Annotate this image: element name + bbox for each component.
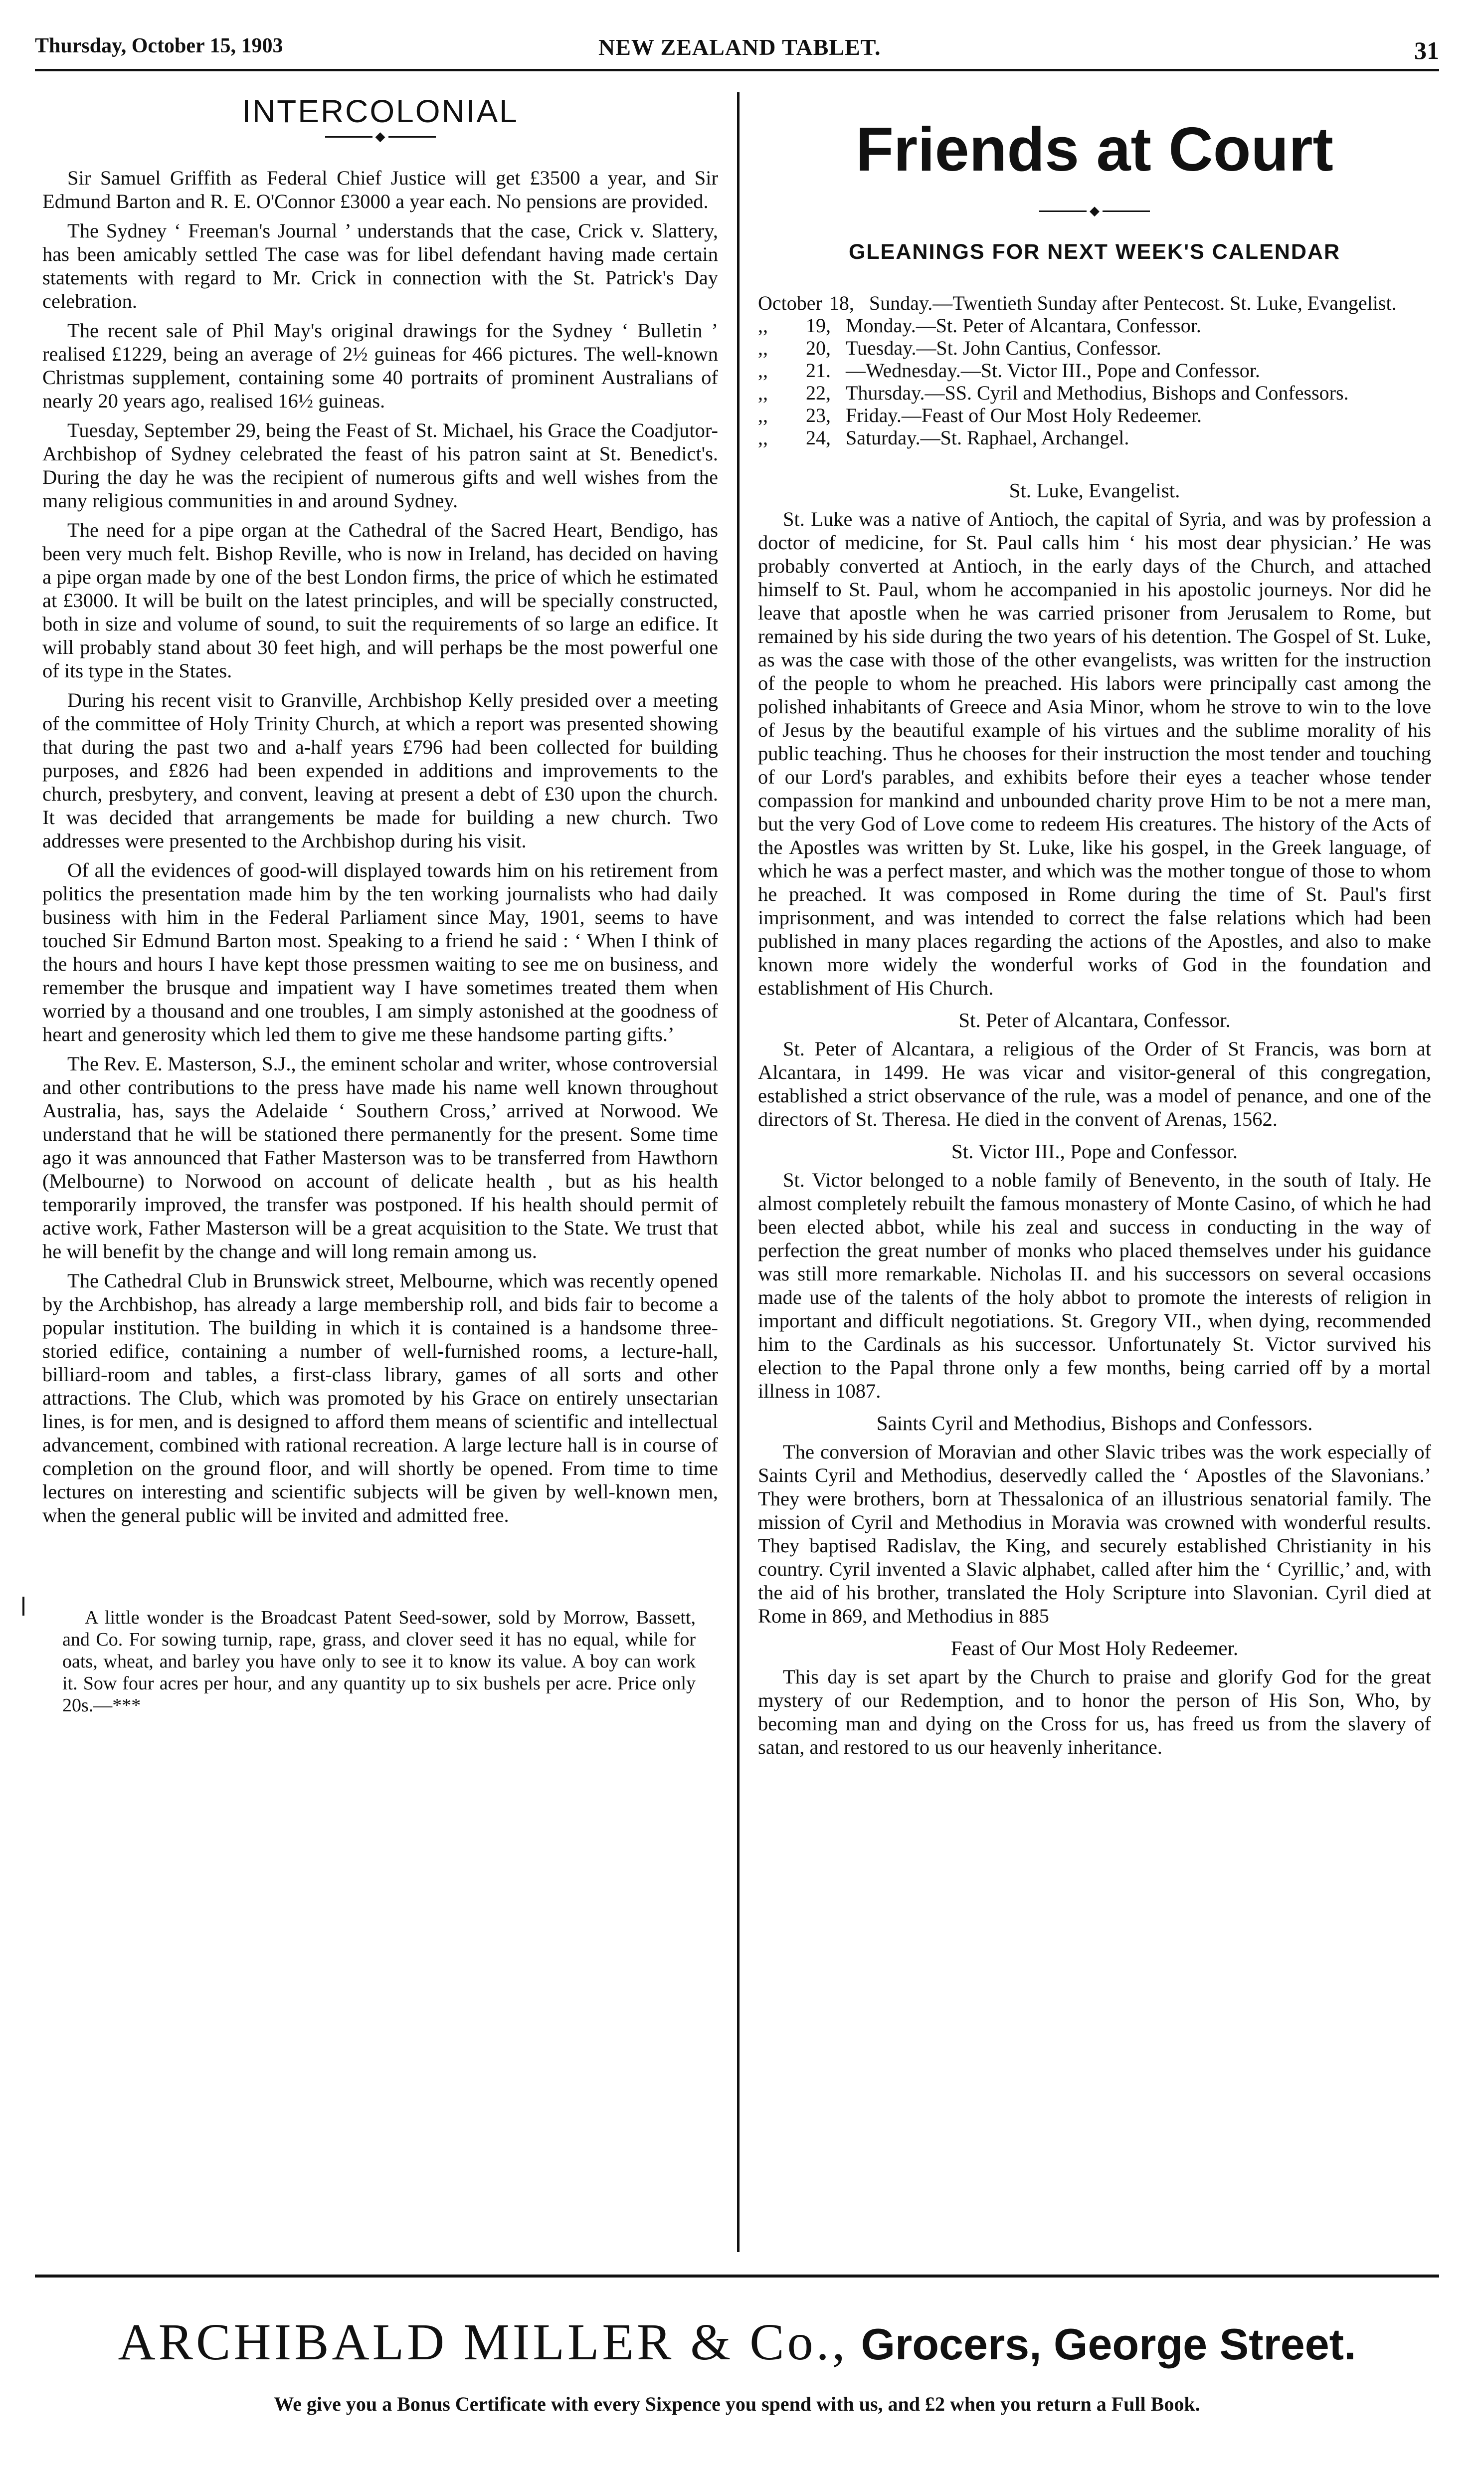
calendar-date: 22,: [806, 382, 831, 405]
column-divider: [737, 92, 740, 2252]
news-paragraph: During his recent visit to Granville, Archbishop Kelly presided over a meeting of the committee of Holy Trinity Church, at which a report was presented showing that during the past two and a-half years £796 had been collected for building purposes, and £826 had been expended in additions and improvements to the church, presbytery, and convent, leaving at present a debt of £30 upon the church. It was decided that arrangements be made for building a new church. Two addresses were presented to the Archbishop during his visit.: [42, 689, 718, 852]
advertiser-name: ARCHIBALD MILLER & Co.,: [118, 2313, 848, 2371]
calendar-date: 23,: [806, 404, 831, 427]
advertisement-headline: [35, 2312, 1439, 2374]
calendar-row: [758, 337, 1431, 359]
title-ornament: [758, 203, 1431, 218]
diamond-ornament-icon: ◆: [1090, 204, 1100, 218]
margin-mark: [22, 1597, 24, 1616]
news-paragraph: The Sydney ‘ Freeman's Journal ’ understands that the case, Crick v. Slattery, has been amicably settled The case was for libel defendant having made certain statements with regard to Mr. Crick in connection with the St. Patrick's Day celebration.: [42, 219, 718, 313]
calendar-row: [758, 292, 1431, 314]
news-paragraph: The Cathedral Club in Brunswick street, Melbourne, which was recently opened by the Archbishop, has already a large membership roll, and bids fair to become a popular institution. The building in which it is contained is a handsome three-storied edifice, containing a number of well-furnished rooms, a lecture-hall, billiard-room and tables, a first-class library, games of all sorts and other attractions. The Club, which was promoted by his Grace on entirely unsectarian lines, is for men, and is designed to afford them means of scientific and intellectual advancement, combined with rational recreation. A large lecture hall is in course of completion on the ground floor, and will shortly be opened. From time to time lectures on interesting and scientific subjects will be given by well-known men, when the general public will be invited and admitted free.: [42, 1269, 718, 1527]
entry-title: St. Victor III., Pope and Confessor.: [951, 1140, 1238, 1163]
calendar-row: [758, 382, 1431, 404]
calendar-date: 21.: [806, 359, 831, 382]
calendar-date: 24,: [806, 426, 831, 449]
calendar-list: [758, 292, 1431, 449]
entry-body: St. Victor belonged to a noble family of Benevento, in the south of Italy. He almost completely rebuilt the famous monastery of Monte Casino, of which he had been elected abbot, while his zeal and success in conducting in the way of perfection the great number of monks who placed themselves under his guidance was still more remarkable. Nicholas II. and his successors on several occasions made use of the talents of the holy abbot to promote the interests of religion in important and difficult negotiations. St. Gregory VII., when dying, recommended him to the Cardinals as his successor. Unfortunately St. Victor survived his election to the Papal throne only a few months, being carried off by a mortal illness in 1087.: [758, 1169, 1431, 1403]
entry-body: St. Luke was a native of Antioch, the capital of Syria, and was by profession a doctor of medicine, for St. Paul calls him ‘ his most dear physician.’ He was probably converted at Antioch, in the early days of the Church, and attached himself to St. Paul, whom he accompanied in his apostolic journeys. Nor did he leave that apostle when he was carried prisoner from Jerusalem to Rome, but remained by his side during the two years of his detention. The Gospel of St. Luke, as was the case with those of the other evangelists, was written for the instruction of the people to whom he preached. His labors were principally cast among the polished inhabitants of Greece and Asia Minor, whom he strove to win to the love of Jesus by the beautiful example of his virtues and the sublime morality of his public teaching. Thus he chooses for their instruction the most tender and touching of our Lord's parables, and exhibits before their eyes a teacher whose tender compassion for mankind and unbounded charity prove Him to be not a mere man, but the very God of Love come to redeem His creatures. The history of the Acts of the Apostles was written by St. Luke, like his gospel, in the Greek language, of which he was a perfect master, and which was the mother tongue of those to whom he preached. It was composed in Rome during the time of St. Paul's first imprisonment, and was intended to correct the false relations which had been published in many places regarding the actions of the Apostles, and also to make known more widely the wonderful works of God in the foundation and establishment of His Church.: [758, 508, 1431, 1000]
page-number: 31: [1414, 36, 1439, 64]
column-title: Friends at Court: [856, 115, 1333, 184]
calendar-text: Tuesday.—St. John Cantius, Confessor.: [846, 337, 1161, 360]
section-title: INTERCOLONIAL: [242, 93, 519, 129]
entry-body: The conversion of Moravian and other Slavic tribes was the work especially of Saints Cyril and Methodius, deservedly called the ‘ Apostles of the Slavonians.’ They were brothers, born at Thessalonica of an illustrious senatorial family. The mission of Cyril and Methodius in Moravia was crowned with wonderful results. They baptised Radislav, the King, and securely established Christianity in his country. Cyril invented a Slavic alphabet, called after him the ‘ Cyrillic,’ and, with the aid of his brother, translated the Holy Scripture into Slavonian. Cyril died at Rome in 869, and Methodius in 885: [758, 1441, 1431, 1628]
calendar-row: [758, 426, 1431, 449]
news-paragraph: Of all the evidences of good-will displayed towards him on his retirement from politics the presentation made him by the ten working journalists who had daily business with him in the Federal Parliament since May, 1901, seems to have touched Sir Edmund Barton most. Speaking to a friend he said : ‘ When I think of the hours and hours I have kept those pressmen waiting to see me on business, and remember the brusque and impatient way I have sometimes treated them when worried by a thousand and one troubles, I am simply astonished at the goodness of heart and generosity which led them to give me these handsome parting gifts.’: [42, 859, 718, 1046]
ditto-mark: ,,: [758, 382, 768, 405]
seed-sower-notice: [62, 1607, 696, 1716]
ditto-mark: ,,: [758, 404, 768, 427]
calendar-text: Saturday.—St. Raphael, Archangel.: [846, 426, 1129, 449]
news-paragraph: The need for a pipe organ at the Cathedral of the Sacred Heart, Bendigo, has been very much felt. Bishop Reville, who is now in Ireland, has decided on having a pipe organ made by one of the best London firms, the price of which he estimated at £3000. It will be built on the latest principles, and will be specially constructed, both in size and volume of sound, to suit the requirements of so large an edifice. It will probably stand about 30 feet high, and will perhaps be the most powerful one of its type in the States.: [42, 519, 718, 682]
calendar-text: Friday.—Feast of Our Most Holy Redeemer.: [846, 404, 1202, 427]
ditto-mark: ,,: [758, 359, 768, 382]
calendar-text: Monday.—St. Peter of Alcantara, Confessor.: [846, 314, 1201, 337]
entry-body: This day is set apart by the Church to praise and glorify God for the great mystery of our Redemption, and to honor the person of His Son, Who, by becoming man and dying on the Cross for us, has freed us from the slavery of satan, and restored to us our heavenly inheritance.: [758, 1665, 1431, 1759]
entry-title: Saints Cyril and Methodius, Bishops and Confessors.: [876, 1412, 1313, 1435]
advertisement-note: We give you a Bonus Certificate with every Sixpence you spend with us, and £2 when you return a Full Book.: [274, 2393, 1200, 2415]
notice-text: A little wonder is the Broadcast Patent Seed-sower, sold by Morrow, Bassett, and Co. For sowing turnip, rape, grass, and clover seed it has no equal, while for oats, wheat, and barley you have only to see it to know its value. A boy can work it. Sow four acres per hour, and any quantity up to six bushels per acre. Price only 20s.—***: [62, 1607, 696, 1716]
ditto-mark: ,,: [758, 337, 768, 360]
calendar-row: [758, 404, 1431, 426]
entry-title: St. Luke, Evangelist.: [1009, 479, 1180, 502]
entry-title: St. Peter of Alcantara, Confessor.: [958, 1009, 1231, 1032]
calendar-subheading: GLEANINGS FOR NEXT WEEK'S CALENDAR: [848, 240, 1341, 264]
calendar-row: [758, 314, 1431, 337]
calendar-text: Sunday.—Twentieth Sunday after Pentecost. St. Luke, Evangelist.: [869, 292, 1397, 315]
publication-title: NEW ZEALAND TABLET.: [598, 34, 881, 60]
diamond-ornament-icon: ◆: [375, 129, 385, 144]
ditto-mark: ,,: [758, 426, 768, 449]
advertiser-tagline: Grocers, George Street.: [861, 2319, 1356, 2369]
news-paragraph: Sir Samuel Griffith as Federal Chief Justice will get £3500 a year, and Sir Edmund Barton and R. E. O'Connor £3000 a year each. No pensions are provided.: [42, 167, 718, 213]
calendar-date: 18,: [829, 292, 854, 315]
news-paragraph: The recent sale of Phil May's original drawings for the Sydney ‘ Bulletin ’ realised £1229, being an average of 2½ guineas for 466 pictures. The well-known Christmas supplement, containing some 40 portraits of prominent Australians of nearly 20 years ago, realised 16½ guineas.: [42, 319, 718, 413]
page-header: [35, 29, 1439, 71]
issue-date: Thursday, October 15, 1903: [35, 34, 283, 57]
calendar-row: [758, 359, 1431, 382]
ditto-mark: ,,: [758, 314, 768, 337]
calendar-date: 19,: [806, 314, 831, 337]
news-paragraph: Tuesday, September 29, being the Feast of St. Michael, his Grace the Coadjutor-Archbishop of Sydney celebrated the feast of his patron saint at St. Benedict's. During the day he was the recipient of numerous gifts and well wishes from the many religious communities in and around Sydney.: [42, 419, 718, 512]
calendar-text: —Wednesday.—St. Victor III., Pope and Confessor.: [846, 359, 1260, 382]
calendar-date: 20,: [806, 337, 831, 360]
calendar-month: October: [758, 292, 822, 315]
calendar-text: Thursday.—SS. Cyril and Methodius, Bishops and Confessors.: [846, 382, 1349, 405]
advertisement-banner: [35, 2275, 1439, 2457]
title-ornament: [42, 128, 718, 144]
entry-title: Feast of Our Most Holy Redeemer.: [950, 1637, 1239, 1660]
entry-body: St. Peter of Alcantara, a religious of the Order of St Francis, was born at Alcantara, in 1499. He was vicar and visitor-general of this congregation, established a strict observance of the rule, was a model of penance, and one of the directors of St. Theresa. He died in the convent of Arenas, 1562.: [758, 1038, 1431, 1131]
intercolonial-column: [42, 93, 718, 1722]
news-paragraph: The Rev. E. Masterson, S.J., the eminent scholar and writer, whose controversial and other contributions to the press have made his name well known throughout Australia, has, says the Adelaide ‘ Southern Cross,’ arrived at Norwood. We understand that he will be stationed there permanently for the present. Some time ago it was announced that Father Masterson was to be transferred from Hawthorn (Melbourne) to Norwood on account of delicate health , but as his health temporarily improved, the transfer was postponed. If his health should permit of active work, Father Masterson will be a great acquisition to the State. We trust that he will benefit by the change and will long remain among us.: [42, 1052, 718, 1263]
friends-at-court-column: [758, 95, 1431, 1765]
